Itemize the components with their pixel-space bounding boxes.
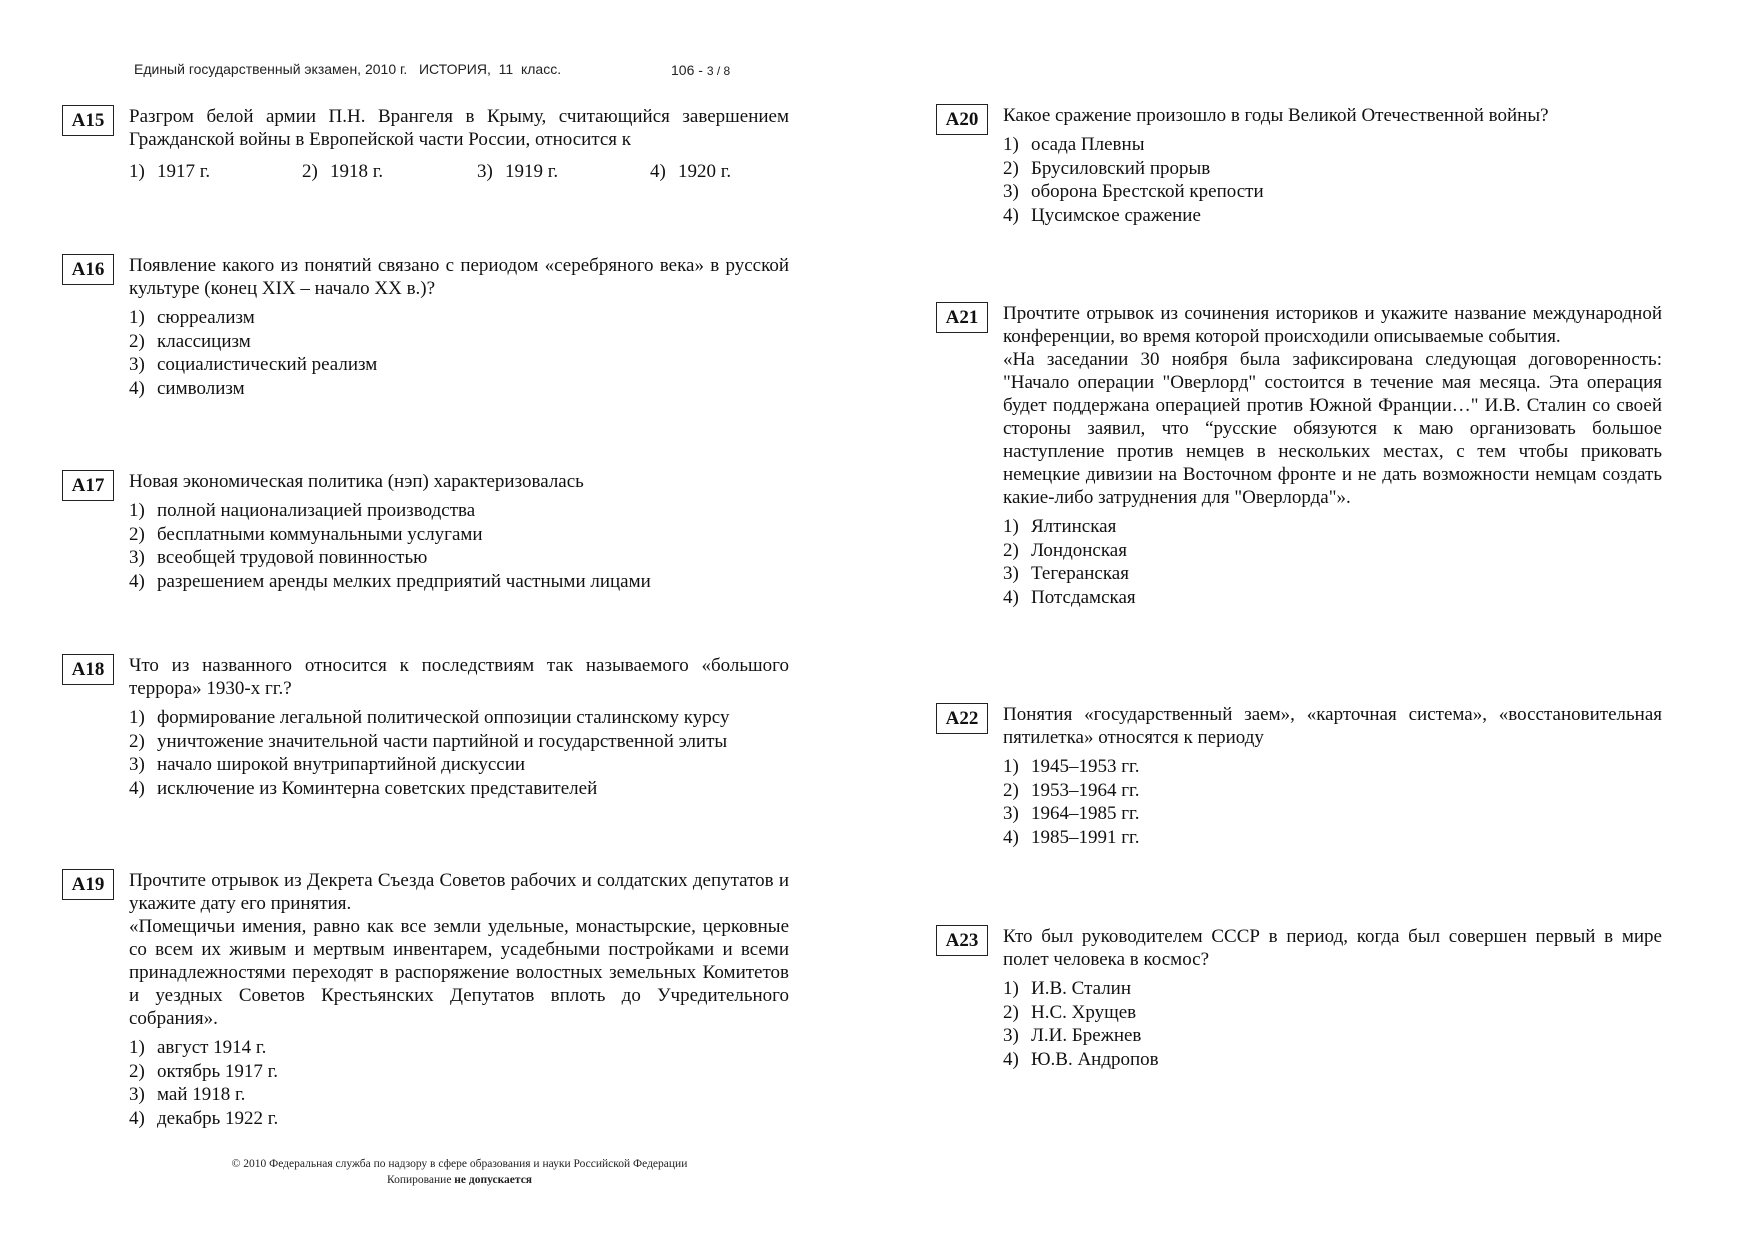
task-stem: Появление какого из понятий связано с периодом «серебряного века» в русской культуре (конец XIX – начало XX в.)?	[129, 255, 789, 299]
option: 1) Ялтинская	[1003, 516, 1117, 537]
option: 2) классицизм	[129, 330, 251, 352]
task-id: A15	[62, 105, 114, 136]
options-list	[1003, 977, 1662, 1071]
task-stem: Какое сражение произошло в годы Великой Отечественной войны?	[1003, 105, 1549, 126]
option: 4) 1920 г.	[650, 161, 732, 182]
task-stem: Что из названного относится к последствиям так называемого «большого террора» 1930-х гг.?	[129, 655, 789, 699]
option: 4) Ю.В. Андропов	[1003, 1048, 1159, 1070]
option: 4) разрешением аренды мелких предприятий частными лицами	[129, 570, 651, 592]
task-id: A23	[936, 925, 988, 956]
option: 4) символизм	[129, 377, 245, 399]
option: 1) 1917 г.	[129, 161, 211, 182]
option: 3) начало широкой внутрипартийной дискуссии	[129, 754, 526, 775]
option: 4) 1985–1991 гг.	[1003, 826, 1140, 848]
option: 1) 1945–1953 гг.	[1003, 756, 1140, 777]
options-list	[129, 499, 789, 593]
option: 2) Лондонская	[1003, 539, 1127, 561]
task-quote: «Помещичьи имения, равно как все земли удельные, монастырские, церковные со всем их живым и мертвым инвентарем, усадебными постройками и всеми принадлежностями переходят в распоряжение волостных земельных Комитетов и уездных Советов Крестьянских Депутатов вплоть до Учредительного собрания».	[129, 916, 789, 1029]
task-stem: Понятия «государственный заем», «карточная система», «восстановительная пятилетка» относятся к периоду	[1003, 704, 1662, 748]
option: 1) И.В. Сталин	[1003, 978, 1132, 999]
options-list	[1003, 515, 1662, 609]
task-id: A20	[936, 104, 988, 135]
option: 1) полной национализацией производства	[129, 500, 476, 521]
task-stem: Прочтите отрывок из Декрета Съезда Советов рабочих и солдатских депутатов и укажите дату его принятия.	[129, 870, 789, 914]
option: 2) Н.С. Хрущев	[1003, 1001, 1137, 1023]
option: 2) уничтожение значительной части партийной и государственной элиты	[129, 730, 728, 752]
option: 4) Потсдамская	[1003, 586, 1136, 608]
option: 3) 1919 г.	[477, 161, 559, 182]
option: 2) 1918 г.	[302, 161, 384, 182]
option: 1) август 1914 г.	[129, 1037, 267, 1058]
task-stem: Кто был руководителем СССР в период, когда был совершен первый в мире полет человека в космос?	[1003, 926, 1662, 970]
option: 3) оборона Брестской крепости	[1003, 181, 1264, 202]
option: 3) всеобщей трудовой повинностью	[129, 547, 428, 568]
options-list	[129, 706, 789, 800]
option: 1) осада Плевны	[1003, 134, 1145, 155]
options-list	[1003, 755, 1662, 849]
option: 3) май 1918 г.	[129, 1084, 246, 1105]
task-id: A21	[936, 302, 988, 333]
option: 4) декабрь 1922 г.	[129, 1107, 279, 1129]
options-list	[129, 160, 789, 184]
exam-header	[134, 61, 561, 77]
exam-title: Единый государственный экзамен, 2010 г.	[134, 61, 408, 77]
option: 2) Брусиловский прорыв	[1003, 157, 1211, 179]
task-stem: Разгром белой армии П.Н. Врангеля в Крыму, считающийся завершением Гражданской войны в Европейской части России, относится к	[129, 106, 789, 150]
task-id: A22	[936, 703, 988, 734]
option: 2) 1953–1964 гг.	[1003, 779, 1140, 801]
options-list	[129, 1036, 789, 1130]
option: 2) октябрь 1917 г.	[129, 1060, 279, 1082]
copyright-footer	[197, 1156, 722, 1188]
task-id: A18	[62, 654, 114, 685]
option: 4) исключение из Коминтерна советских представителей	[129, 777, 598, 799]
task-id: A16	[62, 254, 114, 285]
option: 4) Цусимское сражение	[1003, 204, 1201, 226]
option: 3) Тегеранская	[1003, 563, 1129, 584]
option: 3) Л.И. Брежнев	[1003, 1025, 1142, 1046]
options-list	[1003, 133, 1662, 227]
copy-notice: Копирование не допускается	[386, 1174, 533, 1186]
option: 1) формирование легальной политической оппозиции сталинскому курсу	[129, 707, 730, 728]
copyright-line: © 2010 Федеральная служба по надзору в сфере образования и науки Российской Федерации	[231, 1158, 688, 1170]
exam-subject: ИСТОРИЯ, 11 класс.	[418, 61, 562, 77]
option: 3) социалистический реализм	[129, 354, 378, 375]
option: 2) бесплатными коммунальными услугами	[129, 523, 483, 545]
task-stem: Новая экономическая политика (нэп) характеризовалась	[129, 471, 584, 492]
task-quote: «На заседании 30 ноября была зафиксирована следующая договоренность: "Начало операции "Оверлорд" состоится в течение мая месяца. Эта операция будет поддержана операцией против Южной Франции…" И.В. Сталин со своей стороны заявил, что “русские обязуются к маю организовать большое наступление против немцев в нескольких местах, с тем чтобы приковать немецкие дивизии на Восточном фронте и не дать возможности немцам создать какие-либо затруднения для "Оверлорда"».	[1003, 349, 1662, 508]
option: 3) 1964–1985 гг.	[1003, 803, 1140, 824]
task-stem: Прочтите отрывок из сочинения историков и укажите название международной конференции, во время которой происходили описываемые события.	[1003, 303, 1662, 347]
option: 1) сюрреализм	[129, 307, 255, 328]
task-id: A17	[62, 470, 114, 501]
task-id: A19	[62, 869, 114, 900]
page-number: 106 - 3 / 8	[671, 62, 731, 78]
options-list	[129, 306, 789, 400]
